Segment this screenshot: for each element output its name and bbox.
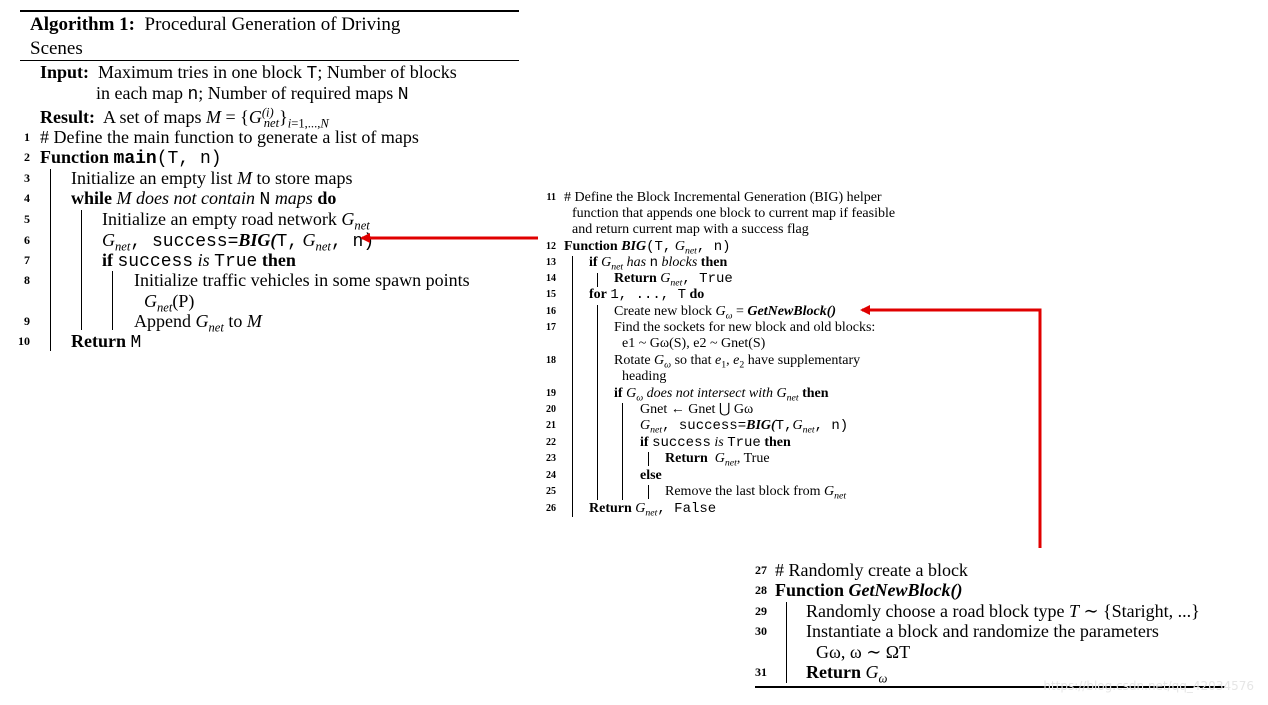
code-line-11-cont: function that appends one block to current map if feasible [572, 206, 896, 221]
code-line-22: if success is True then [640, 435, 791, 451]
code-line-29: Randomly choose a road block type T ∼ {Staright, ...} [806, 601, 1200, 621]
line-number: 27 [755, 563, 767, 577]
line-number: 14 [546, 273, 556, 284]
input-line-2: in each map n; Number of required maps N [96, 83, 409, 105]
input-line: Input: Maximum tries in one block T; Number of blocks [40, 62, 457, 84]
line-number: 17 [546, 322, 556, 333]
algorithm-title-cont: Scenes [30, 38, 83, 59]
code-line-7: if success is True then [102, 250, 296, 272]
code-line-17-cont: e1 ~ Gω(S), e2 ~ Gnet(S) [622, 336, 766, 351]
line-number: 25 [546, 486, 556, 497]
code-line-30: Instantiate a block and randomize the parameters [806, 621, 1159, 641]
result-line: Result: A set of maps $M = \{G^{(i)}_{net}\}_{i=1,...,N}$ [40, 105, 329, 131]
code-line-11-cont2: and return current map with a success flag [572, 222, 809, 237]
line-number: 19 [546, 388, 556, 399]
code-line-4: while M does not contain N maps do [71, 188, 337, 210]
code-line-14: Return $G_{net}$, True [614, 271, 733, 289]
code-line-26: Return $G_{net}$, False [589, 501, 717, 519]
arrow-to-getnewblock-call [862, 310, 1040, 548]
code-line-28: Function GetNewBlock() [775, 580, 963, 600]
code-line-15: for 1, ..., T do [589, 287, 705, 303]
line-number: 26 [546, 503, 556, 514]
algorithm-title: Algorithm 1: Procedural Generation of Driving [30, 14, 401, 35]
watermark: https://blog.csdn.net/qq_42034576 [1043, 679, 1254, 693]
line-number: 2 [24, 150, 30, 164]
code-line-24: else [640, 468, 662, 483]
line-number: 22 [546, 437, 556, 448]
code-line-23: Return $G_{net}$, True [665, 451, 770, 469]
code-line-31: Return $G_\omega$ [806, 662, 888, 686]
line-number: 3 [24, 171, 30, 185]
code-line-12: Function BIG(T, $G_{net}$, n) [564, 239, 731, 257]
code-line-2: Function main(T, n) [40, 147, 222, 169]
code-line-13: if $G_{net}$ has n blocks then [589, 255, 728, 273]
line-number: 16 [546, 306, 556, 317]
line-number: 7 [24, 253, 30, 267]
line-number: 23 [546, 453, 556, 464]
code-line-16: Create new block $G_\omega$ = GetNewBlock() [614, 304, 837, 322]
line-number: 4 [24, 191, 30, 205]
code-line-6: $G_{net}$, success=BIG(T, $G_{net}$, n) [102, 230, 375, 254]
code-line-17: Find the sockets for new block and old blocks: [614, 320, 876, 335]
line-number: 24 [546, 470, 556, 481]
code-line-3: Initialize an empty list M to store maps [71, 168, 353, 188]
code-line-18: Rotate $G_\omega$ so that $e_1$, $e_2$ have supplementary [614, 353, 861, 371]
code-line-30-cont: Gω, ω ∼ ΩT [816, 642, 911, 662]
line-number: 21 [546, 420, 556, 431]
line-number: 20 [546, 404, 556, 415]
code-line-27: # Randomly create a block [775, 560, 968, 580]
line-number: 9 [24, 314, 30, 328]
code-line-1: # Define the main function to generate a list of maps [40, 127, 419, 147]
line-number: 30 [755, 624, 767, 638]
line-number: 15 [546, 289, 556, 300]
code-line-11: # Define the Block Incremental Generation (BIG) helper [564, 190, 882, 205]
line-number: 13 [546, 257, 556, 268]
line-number: 5 [24, 212, 30, 226]
line-number: 12 [546, 241, 556, 252]
line-number: 11 [546, 192, 556, 203]
code-line-25: Remove the last block from $G_{net}$ [665, 484, 847, 502]
code-line-5: Initialize an empty road network $G_{net}$ [102, 209, 370, 233]
code-line-19: if $G_\omega$ does not intersect with $G_{net}$ then [614, 386, 829, 404]
code-line-20: Gnet ← Gnet ⋃ Gω [640, 402, 754, 417]
line-number: 10 [18, 334, 30, 348]
code-line-10: Return M [71, 331, 142, 353]
line-number: 18 [546, 355, 556, 366]
line-number: 28 [755, 583, 767, 597]
code-line-9: Append $G_{net}$ to M [134, 311, 262, 335]
line-number: 1 [24, 130, 30, 144]
line-number: 29 [755, 604, 767, 618]
line-number: 31 [755, 665, 767, 679]
line-number: 8 [24, 273, 30, 287]
code-line-8-cont: $G_{net}(P)$ [144, 291, 195, 315]
code-line-18-cont: heading [622, 369, 667, 384]
line-number: 6 [24, 233, 30, 247]
code-line-21: $G_{net}$, $success=BIG(T,G_{net}$, n) [640, 418, 849, 436]
code-line-8: Initialize traffic vehicles in some spawn points [134, 270, 470, 290]
